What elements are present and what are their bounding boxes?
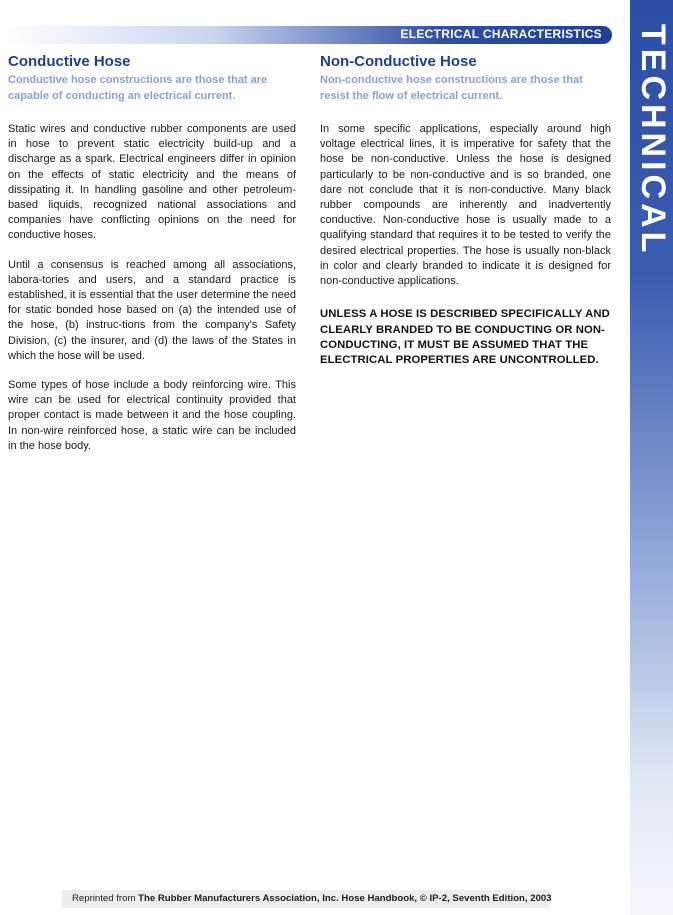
conductive-paragraph-2: Until a consensus is reached among all associations, labora-tories and users, and a standard practice is established, it is essential that the user determine the need for static bonded hose based on (a) the intended use of the hose, (b) instruc-tions from the company's Safety Division, (c) the insurer, and (d) the laws of the States in which the hose will be used.: [8, 258, 296, 362]
non-conductive-hose-subheading: Non-conductive hose constructions are those that resist the flow of electrical current.: [320, 74, 583, 102]
side-tab: [630, 0, 673, 915]
reprint-footer: [62, 890, 550, 908]
non-conductive-hose-heading: Non-Conductive Hose: [320, 53, 477, 70]
conductive-paragraph-1: Static wires and conductive rubber components are used in hose to prevent static electricity build-up and a discharge as a spark. Electrical engineers differ in opinion on the effects of static electricity and the means of dissipating it. In handling gasoline and other petroleum-based liquids, recognized national associations and companies have conflicting opinions on the need for conductive hoses.: [8, 123, 296, 242]
conductive-hose-subheading: Conductive hose constructions are those that are capable of conducting an electrical current.: [8, 74, 268, 102]
section-header-bar: [0, 26, 612, 44]
side-tab-label: TECHNICAL: [634, 24, 672, 257]
conductive-hose-column: [8, 52, 296, 468]
warning-statement: UNLESS A HOSE IS DESCRIBED SPECIFICALLY AND CLEARLY BRANDED TO BE CONDUCTING OR NON-CONDUCTING, IT MUST BE ASSUMED THAT THE ELECTRICAL PROPERTIES ARE UNCONTROLLED.: [320, 308, 610, 367]
footer-source: The Rubber Manufacturers Association, Inc. Hose Handbook, © IP-2, Seventh Edition, 2003: [138, 893, 552, 904]
conductive-hose-heading: Conductive Hose: [8, 53, 131, 70]
section-title: ELECTRICAL CHARACTERISTICS: [400, 27, 602, 41]
non-conductive-hose-column: [320, 52, 611, 369]
non-conductive-paragraph-1: In some specific applications, especially around high voltage electrical lines, it is imperative for safety that the hose be non-conductive. Unless the hose is designed particularly to be non-conductive and is so branded, one dare not conclude that it is non-conductive. Many black rubber compounds are inherently and inadvertently conductive. Non-conductive hose is usually made to a qualifying standard that requires it to be tested to verify the desired electrical properties. The hose is usually non-black in color and clearly branded to indicate it is designed for non-conductive applications.: [320, 123, 611, 288]
footer-prefix: Reprinted from: [72, 893, 139, 904]
conductive-paragraph-3: Some types of hose include a body reinforcing wire. This wire can be used for electrical continuity provided that proper contact is made between it and the hose coupling. In non-wire reinforced hose, a static wire can be included in the hose body.: [8, 379, 296, 452]
